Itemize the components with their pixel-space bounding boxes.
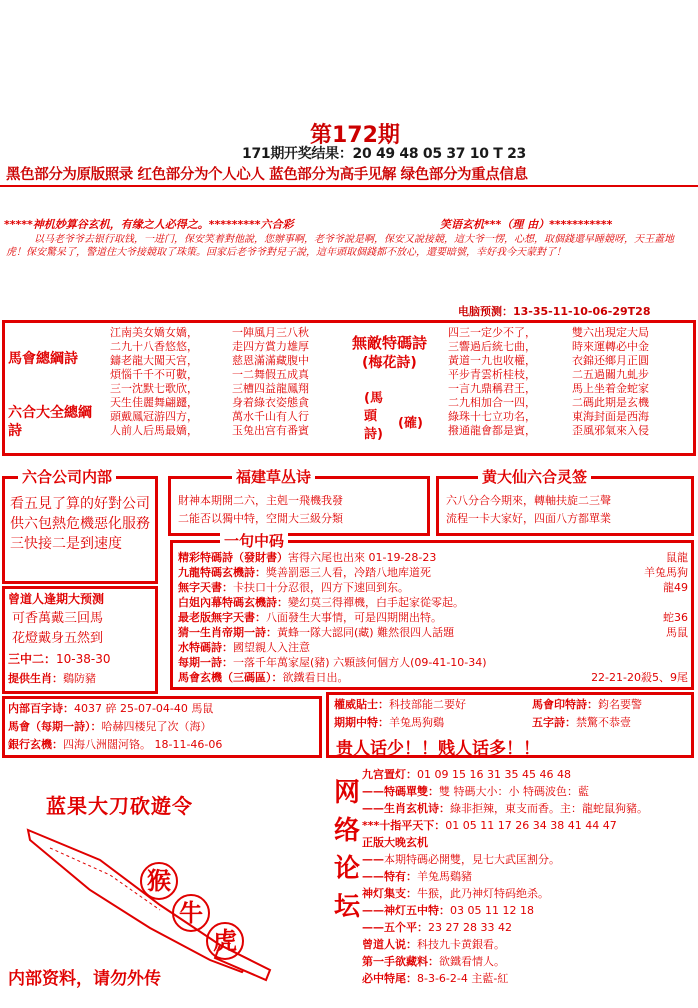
- tips-1-label: 權威貼士：: [334, 698, 389, 711]
- poem-label-1: 馬會總綱詩: [8, 351, 78, 367]
- tips-2-value: 鈞名要警: [598, 698, 642, 711]
- forum-row: [362, 766, 694, 783]
- center-row-text: 國望親人入注意: [233, 641, 310, 654]
- forum-row-label: 第一手欲藏料：: [362, 955, 439, 968]
- huang-title: 黄大仙六合灵签: [478, 466, 591, 487]
- poem-col-2: 一陣風月三八秋 走四方賞力雄厚 慈恩滿滿藏腹中 一二舞假五成真 三槽四益龍鳳翔 身着綠衣姿態貪 萬水千山有人行 玉兔出宫有番賓: [232, 326, 309, 437]
- internal-line-3-label: 銀行玄機：: [8, 738, 63, 751]
- forum-row-value: 8-3-6-2-4 主藍-紅: [417, 972, 509, 985]
- daoren-poem-1: 可香萬戴三回馬: [12, 611, 104, 626]
- result-line: 171期开奖结果：20 49 48 05 37 10 T 23: [242, 146, 526, 162]
- forum-row-label: ——: [362, 853, 384, 866]
- center-title: 一句中码: [220, 530, 288, 551]
- forum-row-value: 科技九卡黄銀看。: [417, 938, 505, 951]
- forum-row-label: 神灯集支：: [362, 887, 417, 900]
- poem-label-2: 六合大全總綱詩: [8, 405, 92, 439]
- notice-body: 以马老爷爷去银行取钱，一进门，保安笑着對他說，您辦事啊，老爷爷說是啊，保安又說接競，這大爷一愣，心想，取個錢還早睡競呀，天王蓋地虎！保安驚呆了，警道住大爷接競取了珠策。回家后老爷爷對兒子說，這年頭取個錢都不放心，還要暗號，幸好我今天蒙對了！: [6, 234, 674, 258]
- issue-title: 第172期: [310, 123, 400, 148]
- forum-row-value: 01 05 11 17 26 34 38 41 44 47: [445, 819, 617, 832]
- internal-line-2-value: 哈赫四楼兒了次（海）: [101, 720, 212, 733]
- forum-row-value: 綠非拒辣，東支而香。主：龍蛇鼠狗豬。: [450, 802, 648, 815]
- center-row-extra: 鼠龍: [662, 550, 688, 565]
- center-row-text: 黃蜂一隊大認同(藏) 難然很四人話題: [277, 626, 455, 639]
- center-row: [178, 670, 690, 685]
- forum-row: [362, 817, 694, 834]
- center-rows: [178, 550, 690, 685]
- forum-row-value: 欲鐵看情人。: [439, 955, 505, 968]
- center-row: [178, 595, 690, 610]
- forum-row: [362, 783, 694, 800]
- forum-row-value: 羊兔馬鷄豬: [417, 870, 472, 883]
- center-row-label: 九龍特碼玄機詩：: [178, 566, 266, 579]
- knife-footer: 内部资料，请勿外传: [8, 969, 161, 989]
- center-row: [178, 580, 690, 595]
- notice-line-right: 笑语玄机***（理 由）***********: [440, 218, 613, 231]
- tips-4-label: 五字詩：: [532, 716, 576, 729]
- tips-4: [532, 716, 631, 730]
- forum-row-label: ***十指平天下：: [362, 819, 446, 832]
- center-row-extra: 22-21-20殺5、9尾: [587, 670, 688, 685]
- center-row-label: 猜一生肖帝期一詩：: [178, 626, 277, 639]
- forum-row-label: 正版大晚玄机: [362, 836, 428, 849]
- center-row-text: 欲鐵看日出。: [282, 671, 349, 684]
- tips-3-value: 羊兔馬狗鷄: [389, 716, 444, 729]
- poem-mid-answer: (確): [398, 416, 423, 431]
- daoren-provider-value: 鷄防豬: [63, 672, 96, 685]
- center-row-label: 白姐內幕特碼玄機詩：: [178, 596, 288, 609]
- center-row: [178, 565, 690, 580]
- forum-row-label: ——特碼單雙：: [362, 785, 439, 798]
- center-row-text: 害得六尾也出來 01-19-28-23: [288, 551, 437, 564]
- forum-side-title: 网络论坛: [334, 778, 361, 922]
- internal-line-3-value: 四海八洲闊河铬。 18-11-46-06: [63, 738, 223, 751]
- tips-2-label: 馬會印特詩：: [532, 698, 598, 711]
- center-row-extra: 龍49: [659, 580, 688, 595]
- center-row-text: 卡扶口十分忍很，四方下速回到东。: [233, 581, 409, 594]
- header-divider: [0, 185, 698, 187]
- forum-row-label: ——特有：: [362, 870, 417, 883]
- tips-2: [532, 698, 642, 712]
- forum-row: [362, 919, 694, 936]
- internal-line-2-label: 馬會（每期一詩）：: [8, 720, 102, 733]
- color-legend: 黑色部分为原版照录 红色部分为个人心人 蓝色部分为高手见解 绿色部分为重点信息: [6, 167, 528, 183]
- internal-line-2: [8, 720, 212, 734]
- center-row-label: 水特碼詩：: [178, 641, 233, 654]
- center-row-extra: 蛇36: [659, 610, 688, 625]
- tips-4-value: 禁驚不恭壹: [576, 716, 631, 729]
- knife-char-3: 虎: [206, 922, 244, 960]
- forum-rows: [362, 766, 694, 987]
- daoren-provider: [8, 672, 96, 686]
- company-title: 六合公司内部: [18, 466, 116, 487]
- forum-row-label: ——生肖玄机诗：: [362, 802, 450, 815]
- forum-row: [362, 834, 694, 851]
- poem-mid-name: (馬 頭 詩): [364, 391, 383, 442]
- forum-row-value: 01 09 15 16 31 35 45 46 48: [417, 768, 571, 781]
- center-row-label: 馬會玄機（三碼區）：: [178, 671, 283, 684]
- center-row: [178, 640, 690, 655]
- center-row-label: 最老版無字天書：: [178, 611, 266, 624]
- knife-char-2: 牛: [172, 894, 210, 932]
- tips-1: [334, 698, 466, 712]
- forum-row: [362, 868, 694, 885]
- center-row-text: 八面發生大事情，可是四期開出特。: [266, 611, 442, 624]
- tips-3: [334, 716, 444, 730]
- internal-line-1: [8, 702, 213, 716]
- center-row: [178, 655, 690, 670]
- internal-line-1-value: 4037 碎 25-07-04-40 馬鼠: [74, 702, 214, 715]
- forecast: 电脑预测：13-35-11-10-06-29T28: [458, 305, 651, 318]
- forum-row-value: 03 05 11 12 18: [450, 904, 534, 917]
- poem-col-3: 四三一定少不了， 三響過后統七曲， 黃道一九也收權， 平步青雲析桂枝， 一言九鼎稱君王， 二九相加合一四， 綠珠十七立功名， 撥通龍會都是賓，: [448, 326, 536, 437]
- center-row-text: 獎善罰惡三人看，冷踏八地库道死: [266, 566, 431, 579]
- center-row-label: 精彩特碼詩（發財書）: [178, 551, 288, 564]
- center-row-extra: 羊兔馬狗: [640, 565, 688, 580]
- poem-mid-subtitle: (梅花詩): [362, 355, 417, 371]
- knife-char-1: 猴: [140, 862, 178, 900]
- forum-row-value: 23 27 28 33 42: [428, 921, 512, 934]
- poem-col-1: 江南美女嬌女嬌， 二九十八香悠悠， 鑄老龍大闖天宫， 煩惱千千不可數， 三一沈默七歌欣， 天生佳麗舞翩躚， 頭戴鳳冠游四方， 人前人后馬最嬌，: [110, 326, 198, 437]
- forum-row: [362, 953, 694, 970]
- poem-mid-title: 無敵特碼詩: [352, 334, 428, 352]
- forum-row-label: 曾道人说：: [362, 938, 417, 951]
- fujian-line-1: 財神本期開二六，主剋一飛機我發: [178, 494, 343, 507]
- center-row: [178, 610, 690, 625]
- center-row-extra: 馬鼠: [662, 625, 688, 640]
- forum-row-label: 九宫置灯：: [362, 768, 417, 781]
- center-row-text: 一落千年萬家屋(豬) 六顆該何個方人(09-41-10-34): [233, 656, 487, 669]
- center-row: [178, 550, 690, 565]
- notice-line-left: *****神机妙算谷玄机，有缘之人必得之。*********六合彩: [4, 218, 294, 231]
- forum-row-label: ——神灯五中特：: [362, 904, 450, 917]
- huang-line-2: 流程一卡大家好，四面八方都單業: [446, 512, 611, 525]
- huang-line-1: 六八分合今期來，轉軸扶旋二三聲: [446, 494, 611, 507]
- center-row: [178, 625, 690, 640]
- fujian-title: 福建草丛诗: [232, 466, 315, 487]
- internal-line-1-label: 内部百字诗：: [8, 702, 74, 715]
- tips-slogan: 贵人话少！！贱人话多！！: [336, 739, 540, 759]
- forum-row-value: 牛猴，此乃神灯特码绝杀。: [417, 887, 549, 900]
- daoren-poem-2: 花燈戴身五然到: [12, 631, 104, 646]
- forum-row: [362, 885, 694, 902]
- daoren-provider-label: 提供生肖：: [8, 672, 63, 685]
- center-row-label: 每期一詩：: [178, 656, 233, 669]
- forum-row-value: 本期特碼必開雙，見七大武匡割分。: [384, 853, 560, 866]
- daoren-title: 曾道人逢期大预测: [8, 592, 105, 606]
- fujian-line-2: 二能否以獨中特，空閒大三級分類: [178, 512, 343, 525]
- center-row-text: 變幻莫三得禪機，白手起家從零起。: [288, 596, 464, 609]
- daoren-three-label: 三中二：: [8, 652, 57, 666]
- forum-row-label: ——五个平：: [362, 921, 428, 934]
- tips-3-label: 期期中特：: [334, 716, 389, 729]
- internal-line-3: [8, 738, 222, 752]
- forum-row: [362, 936, 694, 953]
- forum-row: [362, 902, 694, 919]
- company-text: 看五見了算的好對公司供六包熱危機惡化服務三快接二是到速度: [10, 496, 150, 552]
- daoren-three: [8, 652, 110, 667]
- center-row-label: 無字天書：: [178, 581, 233, 594]
- forum-row: [362, 851, 694, 868]
- knife-title: 蓝果大刀砍遊令: [46, 794, 193, 818]
- forum-row-label: 必中特尾：: [362, 972, 417, 985]
- daoren-three-value: 10-38-30: [56, 652, 111, 666]
- forum-row: [362, 970, 694, 987]
- poem-col-4: 雙六出現定大局 時來運轉必中金 衣錦还鄉月正圓 二五過關九虬步 馬上坐着金蛇家 二碼此期是玄機 東海封面是西海 歪風邪氣來入侵: [572, 326, 649, 437]
- forum-row: [362, 800, 694, 817]
- tips-1-value: 科技部能二要好: [389, 698, 466, 711]
- forum-row-value: 雙 特碼大小：小 特碼波色：藍: [439, 785, 589, 798]
